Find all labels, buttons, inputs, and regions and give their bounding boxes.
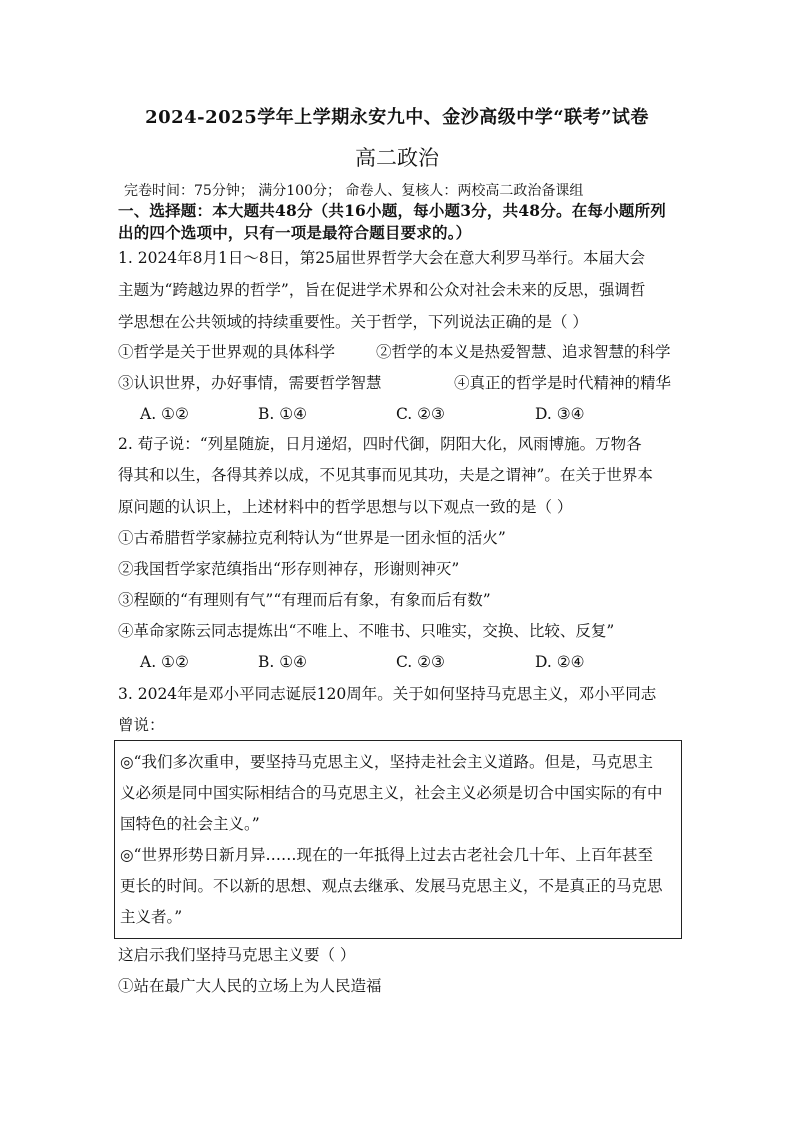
q2-option-a[interactable]: A. ①② — [140, 653, 189, 671]
q3-prompt: 这启示我们坚持马克思主义要（ ） — [118, 946, 356, 964]
q2-text-line: 原问题的认识上，上述材料中的哲学思想与以下观点一致的是（ ） — [118, 498, 573, 516]
quote-line: 更长的时间。不以新的思想、观点去继承、发展马克思主义，不是真正的马克思 — [120, 877, 663, 895]
quote-line: 主义者。” — [120, 908, 183, 926]
q2-option-b[interactable]: B. ①④ — [258, 653, 308, 671]
q3-statement-1: ①站在最广大人民的立场上为人民造福 — [118, 977, 382, 995]
quote-line: ◎“我们多次重申，要坚持马克思主义，坚持走社会主义道路。但是，马克思主 — [120, 753, 653, 771]
q1-statement-1: ①哲学是关于世界观的具体科学 — [118, 343, 336, 361]
q2-text-line: 得其和以生，各得其养以成，不见其事而见其功，夫是之谓神”。在关于世界本 — [118, 466, 653, 484]
q1-statement-3: ③认识世界，办好事情，需要哲学智慧 — [118, 374, 382, 392]
q2-statement-4: ④革命家陈云同志提炼出“不唯上、不唯书、只唯实，交换、比较、反复” — [118, 622, 615, 640]
q1-option-a[interactable]: A. ①② — [140, 405, 189, 423]
q2-option-d[interactable]: D. ②④ — [535, 653, 585, 671]
q2-statement-2: ②我国哲学家范缜指出“形存则神存，形谢则神灭” — [118, 560, 460, 578]
q2-option-c[interactable]: C. ②③ — [396, 653, 445, 671]
q1-statement-4: ④真正的哲学是时代精神的精华 — [454, 374, 672, 392]
q3-text-line: 3. 2024年是邓小平同志诞辰120周年。关于如何坚持马克思主义，邓小平同志 — [118, 685, 657, 703]
quote-line: 义必须是同中国实际相结合的马克思主义，社会主义必须是切合中国实际的有中 — [120, 784, 663, 802]
exam-title: 2024-2025学年上学期永安九中、金沙高级中学“联考”试卷 — [145, 107, 649, 128]
q1-text-line: 学思想在公共领域的持续重要性。关于哲学，下列说法正确的是（ ） — [118, 313, 588, 331]
subject-title: 高二政治 — [355, 146, 439, 170]
q2-statement-3: ③程颐的“有理则有气”“有理而后有象，有象而后有数” — [118, 591, 491, 609]
q1-text-line: 主题为“跨越边界的哲学”，旨在促进学术界和公众对社会未来的反思，强调哲 — [118, 281, 646, 299]
section-heading-line2: 出的四个选项中，只有一项是最符合题目要求的。） — [118, 223, 472, 242]
q1-text-line: 1. 2024年8月1日～8日，第25届世界哲学大会在意大利罗马举行。本届大会 — [118, 249, 645, 267]
q2-statement-1: ①古希腊哲学家赫拉克利特认为“世界是一团永恒的活火” — [118, 529, 506, 547]
q3-text-line: 曾说： — [118, 716, 165, 734]
q1-statement-2: ②哲学的本义是热爱智慧、追求智慧的科学 — [376, 343, 671, 361]
exam-meta: 完卷时间：75分钟； 满分100分； 命卷人、复核人：两校高二政治备课组 — [124, 183, 584, 199]
q1-option-d[interactable]: D. ③④ — [535, 405, 585, 423]
quote-box — [114, 740, 682, 939]
quote-line: ◎“世界形势日新月异……现在的一年抵得上过去古老社会几十年、上百年甚至 — [120, 846, 653, 864]
section-heading-line1: 一、选择题：本大题共48分（共16小题，每小题3分，共48分。在每小题所列 — [118, 201, 666, 220]
q1-option-b[interactable]: B. ①④ — [258, 405, 308, 423]
quote-line: 国特色的社会主义。” — [120, 815, 260, 833]
q1-option-c[interactable]: C. ②③ — [396, 405, 445, 423]
q2-text-line: 2. 荀子说：“列星随旋，日月递炤，四时代御，阴阳大化，风雨博施。万物各 — [118, 435, 642, 453]
